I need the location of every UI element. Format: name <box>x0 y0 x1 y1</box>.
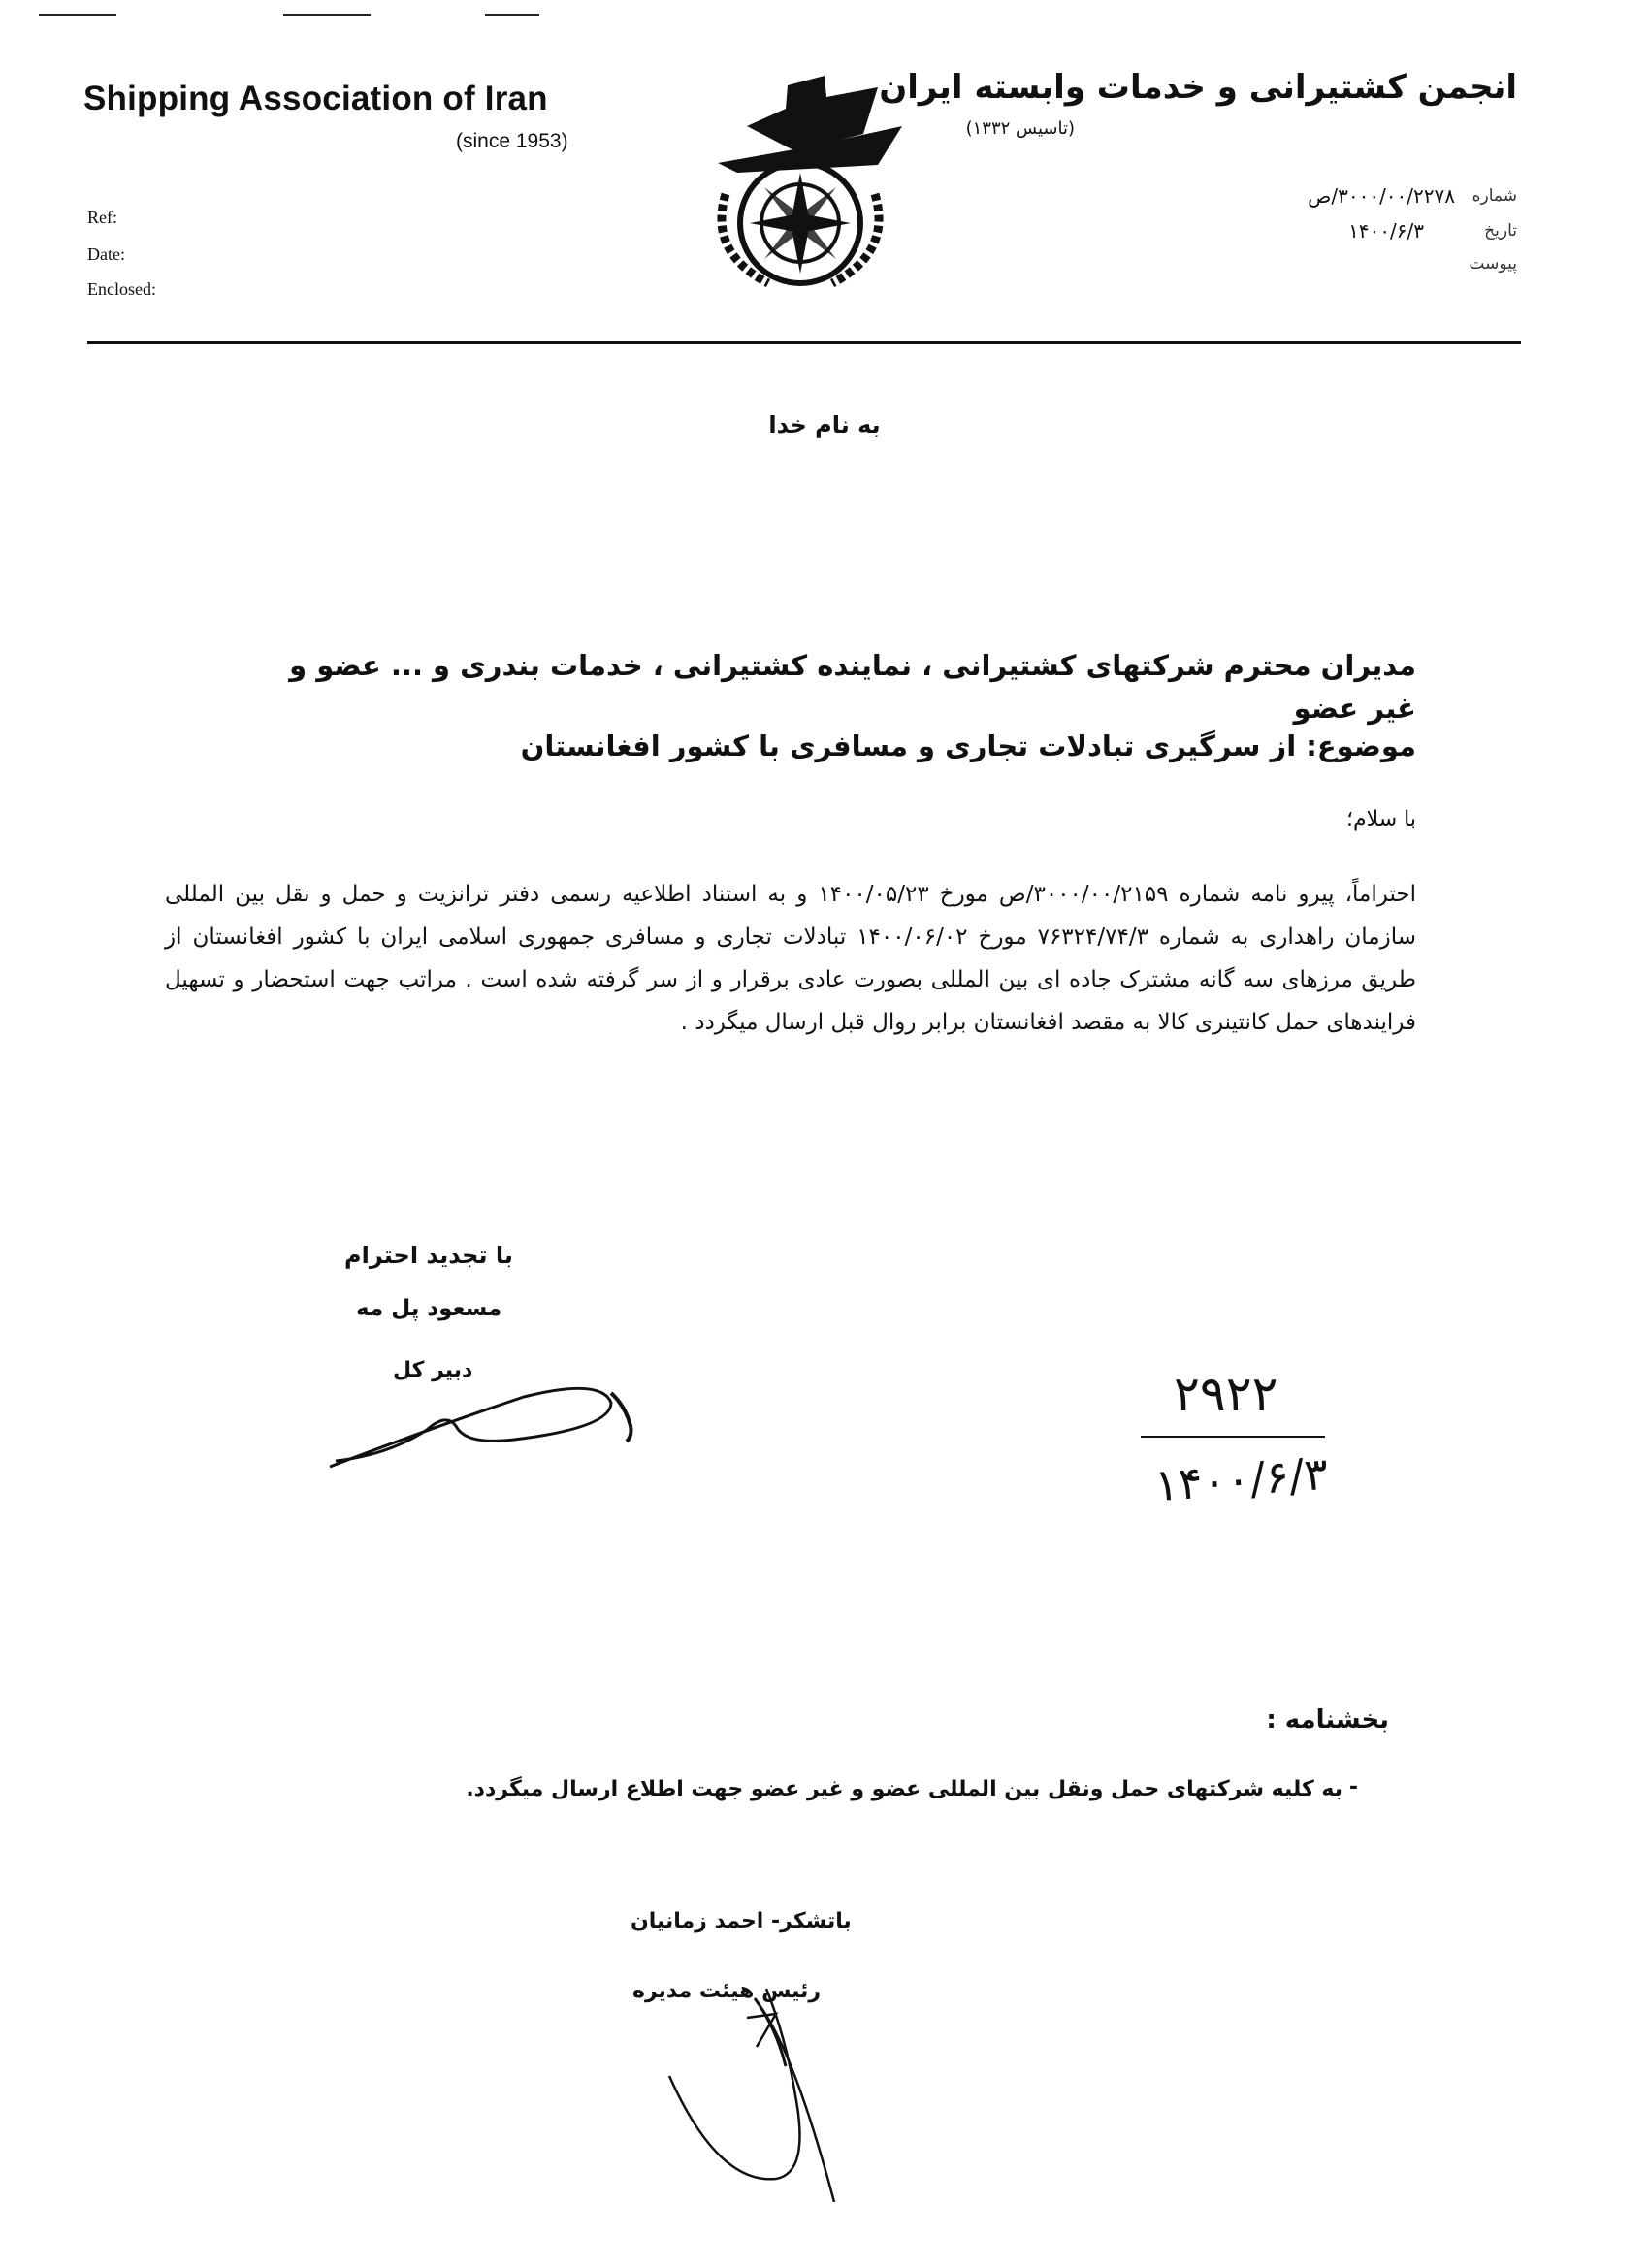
subject-line: موضوع: از سرگیری تبادلات تجاری و مسافری با کشور افغانستان <box>520 729 1416 762</box>
basmala: به نام خدا <box>768 411 881 438</box>
chair-name: باتشکر- احمد زمانیان <box>630 1909 852 1933</box>
handwritten-number: ۲۹۲۲ <box>1174 1366 1278 1422</box>
letter-number: ۳۰۰۰/۰۰/۲۲۷۸/ص <box>1308 184 1455 208</box>
letter-body: احتراماً، پیرو نامه شماره ۳۰۰۰/۰۰/۲۱۵۹/ص مورخ ۱۴۰۰/۰۵/۲۳ و به استناد اطلاعیه رسمی دفتر ترانزیت و حمل و نقل بین المللی سازمان راهداری به شماره ۷۶۳۲۴/۷۴/۳ مورخ ۱۴۰۰/۰۶/۰۲ تبادلات تجاری و مسافری جمهوری اسلامی ایران با کشور افغانستان از طریق مرزهای سه گانه مشترک جاده ای بین المللی بصورت عادی برقرار و از سر گرفته شده است . مراتب جهت استحضار و تسهیل فرایندهای حمل کانتینری کالا به مقصد افغانستان برابر روال قبل ارسال میگردد . <box>165 882 1416 1035</box>
signature-scribble <box>320 1358 650 1484</box>
chair-title: رئیس هیئت مدیره <box>632 1979 822 2003</box>
enclosed-label-fa: پیوست <box>1469 254 1517 274</box>
circular-heading: بخشنامه : <box>1266 1705 1389 1734</box>
number-label: شماره <box>1471 186 1517 206</box>
chair-signature <box>640 1979 873 2202</box>
list-bullet: - <box>1348 1775 1358 1799</box>
enclosed-label: Enclosed: <box>87 279 156 299</box>
date-label-fa: تاریخ <box>1484 221 1517 241</box>
greeting: با سلام؛ <box>1346 807 1416 831</box>
letter-date: ۱۴۰۰/۶/۳ <box>1348 219 1424 243</box>
handwritten-rule <box>1141 1436 1325 1438</box>
signatory-name: مسعود پل مه <box>356 1296 502 1321</box>
scan-line <box>39 14 116 16</box>
addressee: مدیران محترم شرکتهای کشتیرانی ، نماینده کشتیرانی ، خدمات بندری و ... عضو و غیر عضو <box>289 649 1416 725</box>
ref-label: Ref: <box>87 208 117 227</box>
scan-line <box>485 14 539 16</box>
header-divider <box>87 341 1521 344</box>
date-label: Date: <box>87 244 125 264</box>
letterhead-persian-title: انجمن کشتیرانی و خدمات وابسته ایران <box>879 68 1517 107</box>
handwritten-signature-icon <box>640 1979 873 2202</box>
letterhead-english-title: Shipping Association of Iran <box>83 80 548 117</box>
letterhead-english-since: (since 1953) <box>456 130 568 152</box>
circular-recipient: به کلیه شرکتهای حمل ونقل بین المللی عضو و غیر عضو جهت اطلاع ارسال میگردد. <box>466 1777 1342 1801</box>
letterhead-persian-since: (تاسیس ۱۳۳۲) <box>965 118 1075 139</box>
closing-phrase: با تجدید احترام <box>344 1242 513 1269</box>
handwritten-date: ۱۴۰۰/۶/۳ <box>1152 1446 1330 1512</box>
signatory-title: دبیر کل <box>393 1358 473 1382</box>
handwritten-signature-icon <box>320 1358 650 1484</box>
scan-line <box>283 14 371 16</box>
